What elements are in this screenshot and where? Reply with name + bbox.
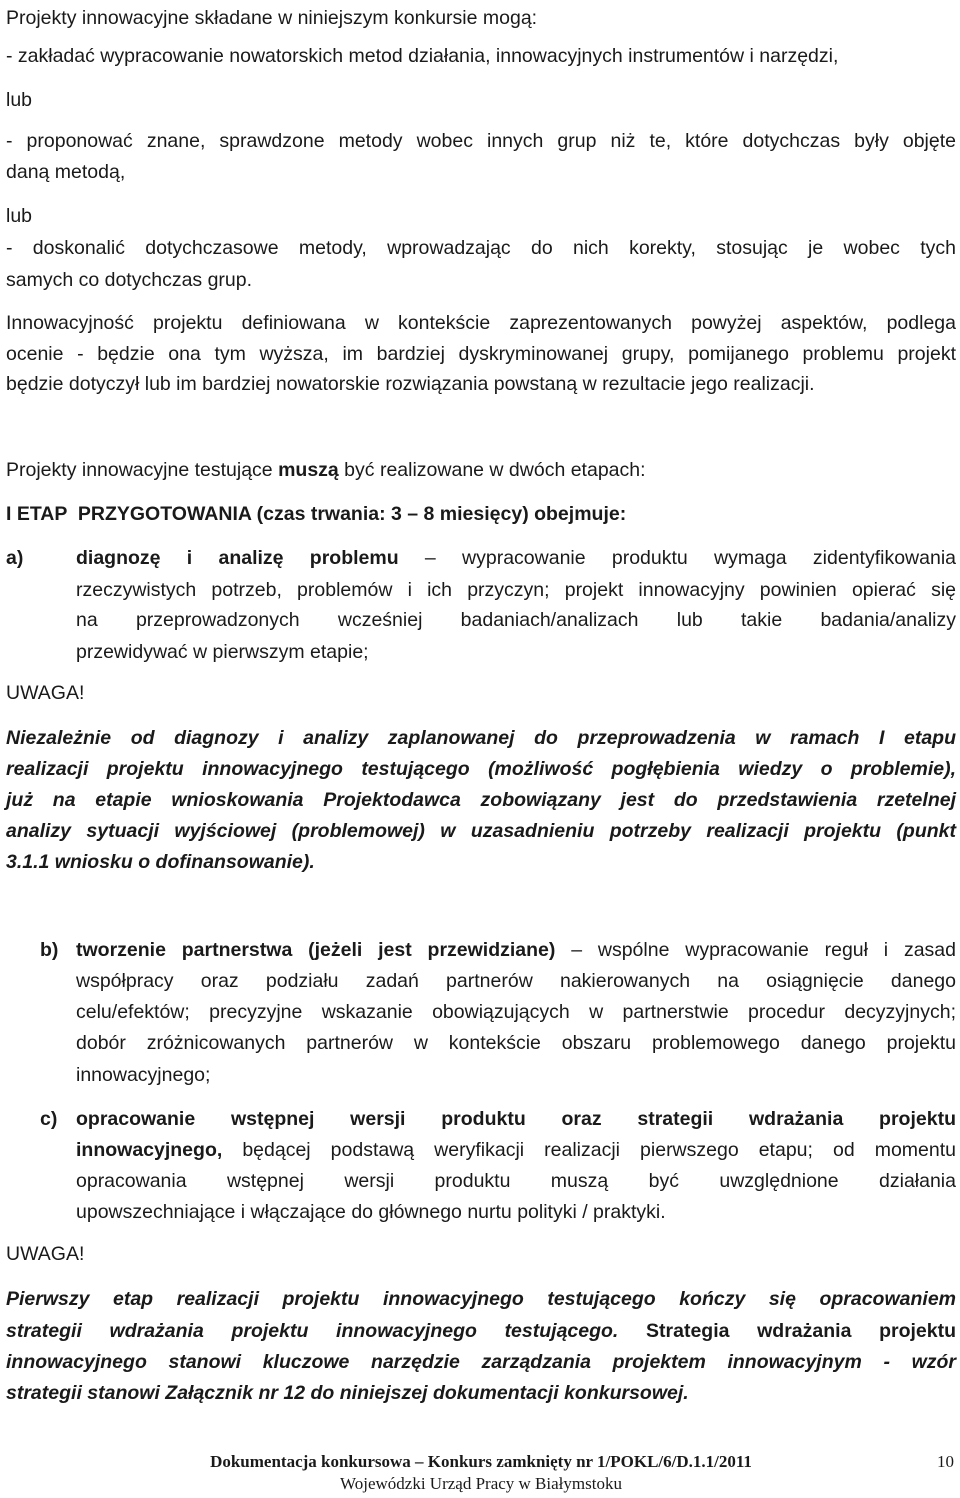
item-a-bold: diagnozę i analizę problemu <box>76 547 399 569</box>
item-b-rest: wspólne wypracowanie reguł i zasad <box>597 939 956 961</box>
item-b-bold: tworzenie partnerstwa (jeżeli jest przewidziane) <box>76 939 556 961</box>
warning-2-line-3: innowacyjnego stanowi kluczowe narzędzie zarządzania projektem innowacyjnym - wzór <box>6 1351 956 1373</box>
stages-sentence <box>6 458 646 482</box>
item-b-marker: b) <box>40 939 59 961</box>
intro-line-2: - zakładać wypracowanie nowatorskich metod działania, innowacyjnych instrumentów i narzędzi, <box>6 45 839 67</box>
warning-1-label: UWAGA! <box>6 682 85 704</box>
warning-1-line-3: już na etapie wnioskowania Projektodawca zobowiązany jest do przedstawienia rzetelnej <box>6 789 956 811</box>
item-a-line-3: na przeprowadzonych wcześniej badaniach/analizach lub takie badania/analizy <box>76 609 956 631</box>
innovation-line-2: ocenie - będzie ona tym wyższa, im bardziej dyskryminowanej grupy, pomijanego problemu projekt <box>6 343 956 365</box>
innovation-line-1: Innowacyjność projektu definiowana w kontekście zaprezentowanych powyżej aspektów, podlega <box>6 312 956 334</box>
warning-1-line-4: analizy sytuacji wyjściowej (problemowej) w uzasadnieniu potrzeby realizacji projektu (punkt <box>6 820 956 842</box>
innovation-line-3: będzie dotyczył lub im bardziej nowatorskie rozwiązania powstaną w rezultacie jego realizacji. <box>6 373 815 395</box>
warning-2-rest: Strategia wdrażania projektu <box>618 1320 957 1342</box>
item-b-line-1 <box>76 938 956 962</box>
item-a-line-2: rzeczywistych potrzeb, problemów i ich przyczyn; projekt innowacyjny powinien opierać się <box>76 579 956 601</box>
warning-2-line-2 <box>6 1319 956 1343</box>
warning-2-line-4: strategii stanowi Załącznik nr 12 do niniejszej dokumentacji konkursowej. <box>6 1382 689 1404</box>
warning-1-line-1: Niezależnie od diagnozy i analizy zaplanowanej do przeprowadzenia w ramach I etapu <box>6 727 956 749</box>
stages-post: być realizowane w dwóch etapach: <box>338 459 646 481</box>
item-a-line-1 <box>76 546 956 570</box>
warning-1-line-5: 3.1.1 wniosku o dofinansowanie). <box>6 851 315 873</box>
warning-1-line-2: realizacji projektu innowacyjnego testującego (możliwość pogłębienia wiedzy o problemie), <box>6 758 956 780</box>
item-c-line-1: opracowanie wstępnej wersji produktu oraz strategii wdrażania projektu <box>76 1108 956 1130</box>
stages-must: muszą <box>278 459 339 481</box>
warning-2-label: UWAGA! <box>6 1243 85 1265</box>
item-b-line-2: współpracy oraz podziału zadań partnerów nakierowanych na osiągnięcie danego <box>76 970 956 992</box>
item-b-line-5: innowacyjnego; <box>76 1064 211 1086</box>
footer-title: Dokumentacja konkursowa – Konkurs zamknięty nr 1/POKL/6/D.1.1/2011 <box>210 1452 752 1471</box>
item-c-line-3: opracowania wstępnej wersji produktu muszą być uwzględnione działania <box>76 1170 956 1192</box>
warning-2-line-1: Pierwszy etap realizacji projektu innowacyjnego testującego kończy się opracowaniem <box>6 1288 956 1310</box>
item-b-dash: – <box>555 939 598 961</box>
item-c-line-4: upowszechniające i włączające do głównego nurtu polityki / praktyki. <box>76 1201 666 1223</box>
intro-line-1: Projekty innowacyjne składane w niniejszym konkursie mogą: <box>6 7 538 29</box>
item-c-rest: będącej podstawą weryfikacji realizacji pierwszego etapu; od momentu <box>222 1139 956 1161</box>
intro-line-7: - doskonalić dotychczasowe metody, wprowadzając do nich korekty, stosując je wobec tych <box>6 237 956 259</box>
footer-institution: Wojewódzki Urząd Pracy w Białymstoku <box>340 1474 622 1493</box>
item-a-dash: – <box>398 547 463 569</box>
item-a-line-4: przewidywać w pierwszym etapie; <box>76 641 369 663</box>
warning-2-italic: strategii wdrażania projektu innowacyjnego testującego. <box>6 1320 619 1342</box>
etap-heading: I ETAP PRZYGOTOWANIA (czas trwania: 3 – 8 miesięcy) obejmuje: <box>6 503 627 525</box>
intro-line-3: lub <box>6 89 33 111</box>
intro-line-5: daną metodą, <box>6 161 126 183</box>
page-number: 10 <box>937 1452 954 1471</box>
item-b-line-3: celu/efektów; precyzyjne wskazanie obowiązujących w partnerstwie procedur decyzyjnych; <box>76 1001 956 1023</box>
stages-pre: Projekty innowacyjne testujące <box>6 459 279 481</box>
item-c-line-2 <box>76 1138 956 1162</box>
item-a-rest: wypracowanie produktu wymaga zidentyfikowania <box>462 547 956 569</box>
intro-line-6: lub <box>6 205 33 227</box>
item-c-bold: innowacyjnego, <box>76 1139 223 1161</box>
intro-line-8: samych co dotychczas grup. <box>6 269 253 291</box>
item-a-marker: a) <box>6 547 24 569</box>
intro-line-4: - proponować znane, sprawdzone metody wobec innych grup niż te, które dotychczas były objęte <box>6 130 956 152</box>
item-c-marker: c) <box>40 1108 58 1130</box>
item-b-line-4: dobór zróżnicowanych partnerów w kontekście obszaru problemowego danego projektu <box>76 1032 956 1054</box>
